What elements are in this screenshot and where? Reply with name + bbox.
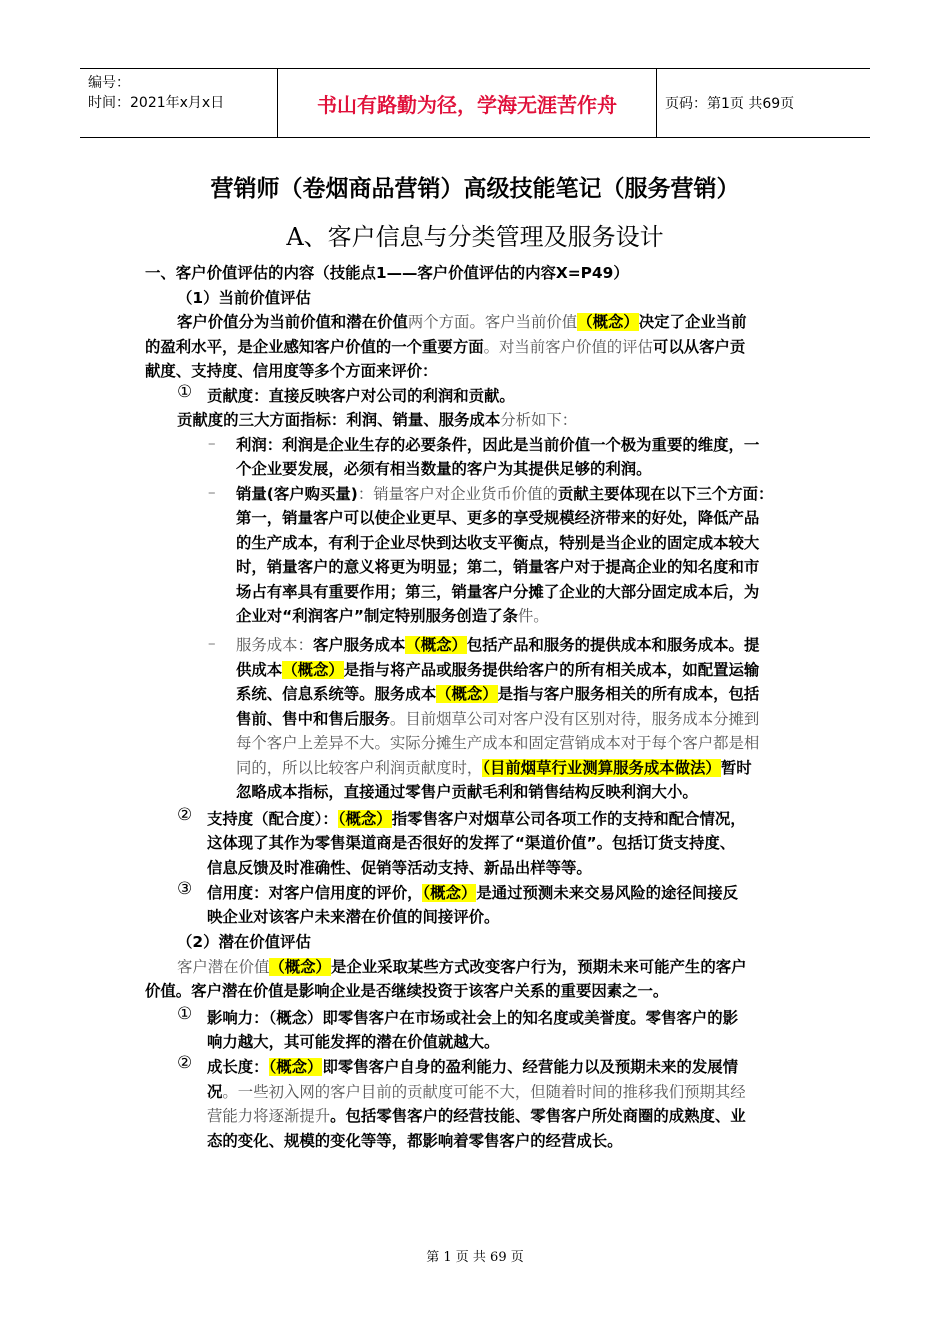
- dash-bullet: –: [208, 634, 216, 652]
- header-page-info: 页码：第1页 共69页: [665, 96, 795, 112]
- list-item: 况。一些初入网的客户目前的贡献度可能不大，但随着时间的推移我们预期其经: [207, 1083, 746, 1101]
- document-header: [80, 68, 870, 138]
- subsection-heading: （2）潜在价值评估: [177, 933, 311, 951]
- list-item: 利润：利润是企业生存的必要条件，因此是当前价值一个极为重要的维度，一: [236, 436, 760, 454]
- list-item: 企业对“利润客户”制定特别服务创造了条件。: [236, 607, 549, 625]
- paragraph-line: 贡献度的三大方面指标：利润、销量、服务成本分析如下：: [177, 411, 578, 429]
- list-item: 营能力将逐渐提升。包括零售客户的经营技能、零售客户所处商圈的成熟度、业: [207, 1107, 746, 1125]
- list-item: 第一，销量客户可以使企业更早、更多的享受规模经济带来的好处，降低产品: [236, 509, 760, 527]
- list-item: 映企业对该客户未来潜在价值的间接评价。: [207, 908, 500, 926]
- list-item: 态的变化、规模的变化等等，都影响着零售客户的经营成长。: [207, 1132, 623, 1150]
- list-item: 场占有率具有重要作用；第三，销量客户分摊了企业的大部分固定成本后，为: [236, 583, 760, 601]
- subsection-heading: （1）当前价值评估: [177, 289, 311, 307]
- time-label: 时间：2021年x月x日: [88, 95, 225, 111]
- list-item: 销量(客户购买量)：销量客户对企业货币价值的贡献主要体现在以下三个方面：: [236, 485, 774, 503]
- paragraph-line: 价值。客户潜在价值是影响企业是否继续投资于该客户关系的重要因素之一。: [145, 982, 669, 1000]
- list-item: 支持度（配合度）：（概念）指零售客户对烟草公司各项工作的支持和配合情况，: [207, 810, 746, 828]
- list-item: 个企业要发展，必须有相当数量的客户为其提供足够的利润。: [236, 460, 652, 478]
- dash-bullet: –: [208, 483, 216, 501]
- page-footer: 第 1 页 共 69 页: [426, 1250, 524, 1265]
- page-subtitle: A、客户信息与分类管理及服务设计: [286, 223, 664, 251]
- list-item: 忽略成本指标，直接通过零售户贡献毛利和销售结构反映利润大小。: [236, 783, 698, 801]
- list-item: 供成本（概念）是指与将产品或服务提供给客户的所有相关成本，如配置运输: [236, 661, 760, 679]
- page-title: 营销师（卷烟商品营销）高级技能笔记（服务营销）: [210, 176, 740, 202]
- paragraph-line: 客户价值分为当前价值和潜在价值两个方面。客户当前价值（概念）决定了企业当前: [177, 313, 747, 331]
- list-item: 系统、信息系统等。服务成本（概念）是指与客户服务相关的所有成本，包括: [236, 685, 760, 703]
- paragraph-line: 的盈利水平，是企业感知客户价值的一个重要方面。对当前客户价值的评估可以从客户贡: [145, 338, 746, 356]
- list-item: 成长度：（概念）即零售客户自身的盈利能力、经营能力以及预期未来的发展情: [207, 1058, 739, 1076]
- list-number: ②: [177, 1053, 193, 1073]
- list-item: 信息反馈及时准确性、促销等活动支持、新品出样等等。: [207, 859, 592, 877]
- list-item: 响力越大，其可能发挥的潜在价值就越大。: [207, 1033, 500, 1051]
- code-label: 编号：: [88, 75, 130, 91]
- paragraph-line: 献度、支持度、信用度等多个方面来评价：: [145, 362, 438, 380]
- list-item: 售前、售中和售后服务。目前烟草公司对客户没有区别对待，服务成本分摊到: [236, 710, 760, 728]
- header-meta: [80, 69, 278, 137]
- list-item: 影响力：（概念）即零售客户在市场或社会上的知名度或美誉度。零售客户的影: [207, 1009, 738, 1027]
- list-item: 的生产成本，有利于企业尽快到达收支平衡点，特别是当企业的固定成本较大: [236, 534, 760, 552]
- dash-bullet: –: [208, 434, 216, 452]
- list-number: ②: [177, 805, 193, 825]
- list-number: ①: [177, 1004, 193, 1024]
- list-item: 贡献度：直接反映客户对公司的利润和贡献。: [207, 387, 515, 405]
- list-item: 信用度：对客户信用度的评价，（概念）是通过预测未来交易风险的途径间接反: [207, 884, 739, 902]
- section-heading: 一、客户价值评估的内容（技能点1——客户价值评估的内容X=P49）: [145, 264, 629, 282]
- paragraph-line: 客户潜在价值（概念）是企业采取某些方式改变客户行为，预期未来可能产生的客户: [177, 958, 747, 976]
- list-item: 时，销量客户的意义将更为明显；第二，销量客户对于提高企业的知名度和市: [236, 558, 760, 576]
- list-item: 服务成本：客户服务成本（概念）包括产品和服务的提供成本和服务成本。提: [236, 636, 760, 654]
- list-item: 同的，所以比较客户利润贡献度时，（目前烟草行业测算服务成本做法）暂时: [236, 759, 752, 777]
- header-motto: 书山有路勤为径，学海无涯苦作舟: [278, 69, 657, 137]
- list-item: 每个客户上差异不大。实际分摊生产成本和固定营销成本对于每个客户都是相: [236, 734, 760, 752]
- list-number: ③: [177, 879, 193, 899]
- list-item: 这体现了其作为零售渠道商是否很好的发挥了“渠道价值”。包括订货支持度、: [207, 834, 736, 852]
- list-number: ①: [177, 382, 193, 402]
